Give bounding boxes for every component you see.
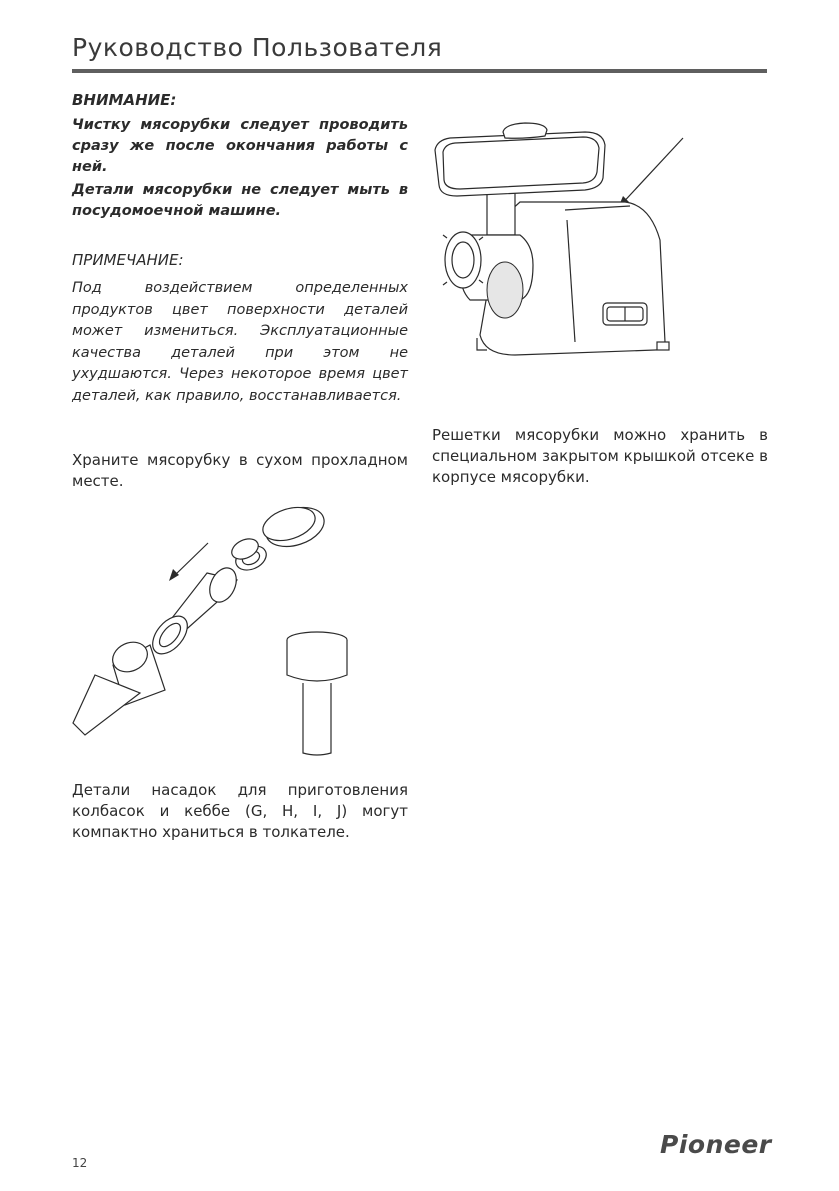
note-title: ПРИМЕЧАНИЕ: xyxy=(72,251,184,269)
note-text: Под воздействием определенных продуктов цвет поверхности деталей может измениться. Эксплуатационные качества деталей при этом не ухудшаются. Через некоторое время цвет деталей, как правило, восстанавливается. xyxy=(72,280,408,404)
pusher-upright-stick xyxy=(303,683,331,755)
direction-arrowhead xyxy=(169,569,179,581)
pointer-line xyxy=(618,138,683,208)
warning-title: ВНИМАНИЕ: xyxy=(72,91,177,109)
warning-paragraph-cleaning: Чистку мясорубки следует проводить сразу же после окончания работы с ней. xyxy=(72,117,408,175)
grates-storage-text: Решетки мясорубки можно хранить в специальном закрытом крышкой отсеке в корпусе мясорубки. xyxy=(432,426,768,486)
attachments-storage-text: Детали насадок для приготовления колбасок и кеббе (G, H, I, J) могут компактно храниться в толкателе. xyxy=(72,781,408,841)
ring-nut xyxy=(445,232,481,288)
header-divider xyxy=(72,69,767,73)
tray-lid-handle xyxy=(503,123,547,138)
storage-text: Храните мясорубку в сухом прохладном месте. xyxy=(72,451,408,490)
feed-tube xyxy=(487,188,515,235)
page-number: 12 xyxy=(72,1156,88,1170)
sausage-attachments-illustration xyxy=(65,495,410,760)
warning-paragraph-dishwasher: Детали мясорубки не следует мыть в посудомоечной машине. xyxy=(72,182,408,219)
meat-grinder-illustration xyxy=(425,110,770,370)
page-title: Руководство Пользователя xyxy=(72,33,443,62)
pioneer-logo: Pioneer xyxy=(660,1130,772,1159)
